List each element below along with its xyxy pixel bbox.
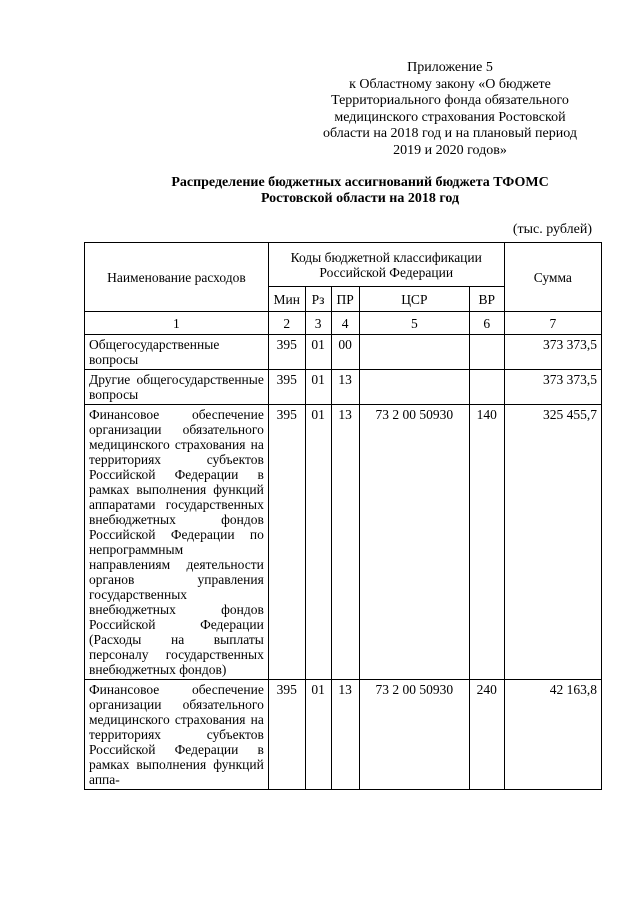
- table-row: [85, 335, 602, 370]
- row-sum: 373 373,5: [504, 370, 601, 405]
- index-cell: 6: [469, 312, 504, 335]
- header-name: Наименование расходов: [85, 243, 269, 312]
- header-sum: Сумма: [504, 243, 601, 312]
- appendix-line: Территориального фонда обязательного: [331, 93, 569, 108]
- appendix-line: медицинского страхования Ростовской: [334, 109, 566, 125]
- header-min: Мин: [268, 287, 305, 312]
- row-rz: 01: [305, 335, 331, 370]
- row-name: Финансовое обеспечение организации обязательного медицинского страхования на территориях субъектов Российской Федерации в рамках выполнения функций аппа-: [85, 680, 269, 790]
- row-min: 395: [268, 370, 305, 405]
- row-name: Общегосударственные вопросы: [85, 335, 269, 370]
- appendix-line: к Областному закону «О бюджете: [349, 76, 551, 92]
- appendix-title: Приложение 5: [407, 60, 493, 75]
- row-vr: [469, 335, 504, 370]
- row-sum: 373 373,5: [504, 335, 601, 370]
- header-codes-group: Коды бюджетной классификации Российской Федерации: [268, 243, 504, 287]
- row-csr: [359, 370, 469, 405]
- row-pr: 13: [331, 405, 359, 680]
- row-rz: 01: [305, 680, 331, 790]
- row-rz: 01: [305, 405, 331, 680]
- column-index-row: [85, 312, 602, 335]
- header-row: [85, 243, 602, 287]
- appendix-block: [300, 60, 600, 159]
- index-cell: 3: [305, 312, 331, 335]
- row-csr: 73 2 00 50930: [359, 405, 469, 680]
- heading-line-1: Распределение бюджетных ассигнований бюджета ТФОМС: [171, 175, 549, 190]
- row-sum: 325 455,7: [504, 405, 601, 680]
- row-csr: [359, 335, 469, 370]
- index-cell: 5: [359, 312, 469, 335]
- row-csr: 73 2 00 50930: [359, 680, 469, 790]
- budget-table: [84, 242, 602, 790]
- index-cell: 4: [331, 312, 359, 335]
- index-cell: 7: [504, 312, 601, 335]
- heading-line-2: Ростовской области на 2018 год: [260, 191, 460, 206]
- row-name: Другие общегосударственные вопросы: [85, 370, 269, 405]
- row-pr: 13: [331, 680, 359, 790]
- row-min: 395: [268, 680, 305, 790]
- index-cell: 1: [85, 312, 269, 335]
- header-rz: Рз: [305, 287, 331, 312]
- row-min: 395: [268, 405, 305, 680]
- appendix-line: области на 2018 год и на плановый период: [323, 126, 577, 141]
- table-row: [85, 370, 602, 405]
- index-cell: 2: [268, 312, 305, 335]
- row-name: Финансовое обеспечение организации обязательного медицинского страхования на территориях субъектов Российской Федерации в рамках выполнения функций аппаратами государственных внебюджетных фондов Российской Федерации по непрограммным направлениям деятельности органов управления государственных внебюджетных фондов Российской Федерации (Расходы на выплаты персоналу государственных внебюджетных фондов): [85, 405, 269, 680]
- row-vr: 140: [469, 405, 504, 680]
- row-min: 395: [268, 335, 305, 370]
- row-pr: 13: [331, 370, 359, 405]
- table-row: [85, 405, 602, 680]
- units-note: (тыс. рублей): [512, 222, 592, 237]
- table-row: [85, 680, 602, 790]
- header-vr: ВР: [469, 287, 504, 312]
- header-pr: ПР: [331, 287, 359, 312]
- row-sum: 42 163,8: [504, 680, 601, 790]
- row-vr: 240: [469, 680, 504, 790]
- header-csr: ЦСР: [359, 287, 469, 312]
- appendix-line: 2019 и 2020 годов»: [393, 142, 507, 158]
- document-heading: [80, 175, 640, 207]
- row-vr: [469, 370, 504, 405]
- row-rz: 01: [305, 370, 331, 405]
- row-pr: 00: [331, 335, 359, 370]
